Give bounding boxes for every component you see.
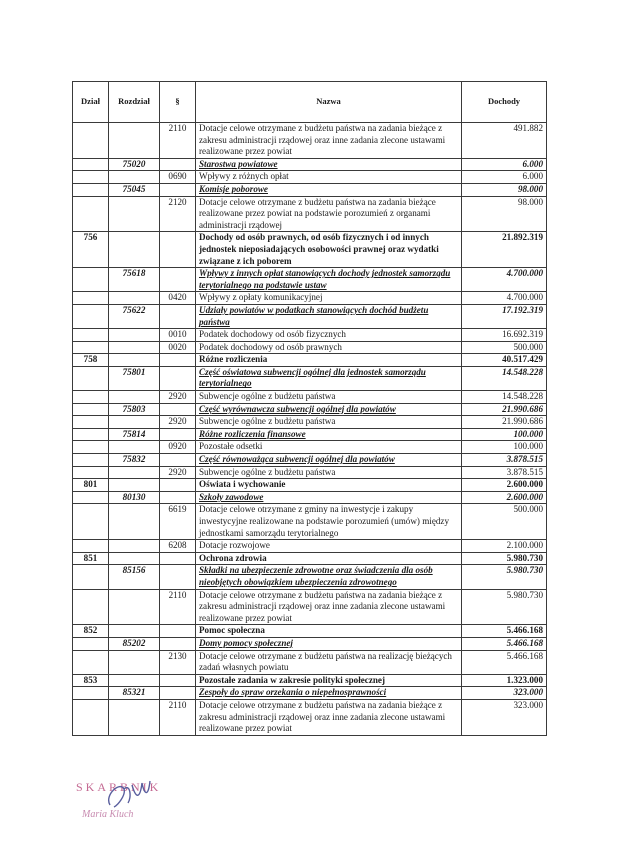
table-row xyxy=(73,466,547,479)
cell-rozdzial xyxy=(109,196,160,232)
cell-rozdzial xyxy=(109,123,160,159)
table-row xyxy=(73,625,547,638)
cell-dzial xyxy=(73,637,109,650)
table-row xyxy=(73,158,547,171)
table-row xyxy=(73,329,547,342)
cell-dochody: 3.878.515 xyxy=(462,466,547,479)
cell-nazwa: Dotacje celowe otrzymane z budżetu państwa na realizację bieżących zadań własnych powiatu xyxy=(196,650,462,674)
cell-paragraf xyxy=(160,479,196,492)
cell-nazwa: Dochody od osób prawnych, od osób fizycznych i od innych jednostek nieposiadających osobowości prawnej oraz wydatki związane z ich poborem xyxy=(196,232,462,268)
cell-nazwa: Domy pomocy społecznej xyxy=(196,637,462,650)
table-row xyxy=(73,123,547,159)
cell-nazwa: Ochrona zdrowia xyxy=(196,552,462,565)
cell-paragraf: 2110 xyxy=(160,699,196,735)
cell-rozdzial: 75045 xyxy=(109,183,160,196)
table-row xyxy=(73,341,547,354)
cell-rozdzial: 75801 xyxy=(109,366,160,390)
cell-dochody: 3.878.515 xyxy=(462,454,547,467)
cell-dzial xyxy=(73,454,109,467)
table-row xyxy=(73,366,547,390)
cell-paragraf xyxy=(160,268,196,292)
cell-paragraf: 2920 xyxy=(160,466,196,479)
cell-nazwa: Zespoły do spraw orzekania o niepełnosprawności xyxy=(196,687,462,700)
cell-rozdzial: 75803 xyxy=(109,403,160,416)
cell-dochody: 98.000 xyxy=(462,196,547,232)
cell-dochody: 5.980.730 xyxy=(462,565,547,589)
cell-nazwa: Część wyrównawcza subwencji ogólnej dla powiatów xyxy=(196,403,462,416)
cell-paragraf xyxy=(160,674,196,687)
cell-rozdzial xyxy=(109,552,160,565)
cell-rozdzial: 75832 xyxy=(109,454,160,467)
cell-rozdzial xyxy=(109,466,160,479)
cell-paragraf: 0920 xyxy=(160,441,196,454)
cell-rozdzial: 80130 xyxy=(109,491,160,504)
cell-dochody: 4.700.000 xyxy=(462,292,547,305)
cell-rozdzial xyxy=(109,699,160,735)
cell-dzial xyxy=(73,292,109,305)
cell-dzial xyxy=(73,329,109,342)
cell-rozdzial xyxy=(109,292,160,305)
cell-rozdzial xyxy=(109,625,160,638)
cell-dzial xyxy=(73,504,109,540)
cell-rozdzial xyxy=(109,171,160,184)
table-row xyxy=(73,687,547,700)
cell-dzial xyxy=(73,183,109,196)
cell-rozdzial: 85202 xyxy=(109,637,160,650)
cell-rozdzial: 75622 xyxy=(109,304,160,328)
cell-dzial xyxy=(73,565,109,589)
cell-nazwa: Udziały powiatów w podatkach stanowiących dochód budżetu państwa xyxy=(196,304,462,328)
cell-dochody: 14.548.228 xyxy=(462,366,547,390)
cell-rozdzial xyxy=(109,650,160,674)
cell-rozdzial: 75814 xyxy=(109,428,160,441)
cell-nazwa: Dotacje celowe otrzymane z gminy na inwestycje i zakupy inwestycyjne realizowane na podstawie porozumień (umów) między jednostkami samorządu terytorialnego xyxy=(196,504,462,540)
cell-dochody: 17.192.319 xyxy=(462,304,547,328)
cell-dzial xyxy=(73,540,109,553)
cell-rozdzial xyxy=(109,391,160,404)
cell-paragraf: 2920 xyxy=(160,416,196,429)
cell-nazwa: Subwencje ogólne z budżetu państwa xyxy=(196,391,462,404)
cell-paragraf xyxy=(160,565,196,589)
cell-paragraf xyxy=(160,637,196,650)
table-row xyxy=(73,416,547,429)
cell-dochody: 1.323.000 xyxy=(462,674,547,687)
cell-nazwa: Składki na ubezpieczenie zdrowotne oraz świadczenia dla osób nieobjętych obowiązkiem ubezpieczenia zdrowotnego xyxy=(196,565,462,589)
header-row xyxy=(73,82,547,123)
header-nazwa: Nazwa xyxy=(196,82,462,123)
cell-nazwa: Wpływy z innych opłat stanowiących dochody jednostek samorządu terytorialnego na podstawie ustaw xyxy=(196,268,462,292)
cell-rozdzial: 75020 xyxy=(109,158,160,171)
cell-rozdzial xyxy=(109,540,160,553)
cell-rozdzial: 85156 xyxy=(109,565,160,589)
cell-dochody: 5.466.168 xyxy=(462,650,547,674)
cell-paragraf: 2110 xyxy=(160,123,196,159)
cell-dzial xyxy=(73,158,109,171)
budget-table-container xyxy=(72,81,546,736)
cell-rozdzial: 75618 xyxy=(109,268,160,292)
cell-dochody: 6.000 xyxy=(462,171,547,184)
cell-paragraf xyxy=(160,454,196,467)
cell-paragraf: 6619 xyxy=(160,504,196,540)
cell-dzial xyxy=(73,171,109,184)
table-row xyxy=(73,354,547,367)
cell-dochody: 5.980.730 xyxy=(462,589,547,625)
cell-nazwa: Wpływy z opłaty komunikacyjnej xyxy=(196,292,462,305)
cell-dochody: 6.000 xyxy=(462,158,547,171)
cell-dochody: 2.100.000 xyxy=(462,540,547,553)
cell-dzial: 801 xyxy=(73,479,109,492)
cell-dzial xyxy=(73,123,109,159)
cell-nazwa: Komisje poborowe xyxy=(196,183,462,196)
cell-dzial xyxy=(73,341,109,354)
cell-paragraf xyxy=(160,158,196,171)
table-row xyxy=(73,589,547,625)
cell-nazwa: Oświata i wychowanie xyxy=(196,479,462,492)
cell-dochody: 491.882 xyxy=(462,123,547,159)
cell-rozdzial: 85321 xyxy=(109,687,160,700)
cell-paragraf: 0420 xyxy=(160,292,196,305)
header-paragraf: § xyxy=(160,82,196,123)
cell-dochody: 323.000 xyxy=(462,699,547,735)
cell-paragraf xyxy=(160,552,196,565)
cell-nazwa: Szkoły zawodowe xyxy=(196,491,462,504)
cell-dochody: 100.000 xyxy=(462,428,547,441)
cell-dzial xyxy=(73,268,109,292)
table-row xyxy=(73,428,547,441)
cell-dzial xyxy=(73,441,109,454)
cell-nazwa: Pomoc społeczna xyxy=(196,625,462,638)
cell-dzial xyxy=(73,687,109,700)
cell-dochody: 14.548.228 xyxy=(462,391,547,404)
cell-rozdzial xyxy=(109,674,160,687)
cell-dochody: 5.466.168 xyxy=(462,637,547,650)
cell-dzial: 851 xyxy=(73,552,109,565)
cell-dzial xyxy=(73,491,109,504)
table-row xyxy=(73,491,547,504)
cell-dochody: 21.892.319 xyxy=(462,232,547,268)
cell-dochody: 500.000 xyxy=(462,504,547,540)
cell-dzial xyxy=(73,589,109,625)
cell-nazwa: Część oświatowa subwencji ogólnej dla jednostek samorządu terytorialnego xyxy=(196,366,462,390)
cell-dzial xyxy=(73,403,109,416)
cell-dzial xyxy=(73,304,109,328)
cell-paragraf: 0020 xyxy=(160,341,196,354)
table-row xyxy=(73,403,547,416)
table-row xyxy=(73,637,547,650)
cell-dzial xyxy=(73,466,109,479)
cell-dzial xyxy=(73,391,109,404)
cell-paragraf: 2920 xyxy=(160,391,196,404)
table-row xyxy=(73,674,547,687)
cell-dzial: 758 xyxy=(73,354,109,367)
cell-nazwa: Pozostałe zadania w zakresie polityki społecznej xyxy=(196,674,462,687)
cell-dochody: 21.990.686 xyxy=(462,403,547,416)
cell-dzial xyxy=(73,366,109,390)
cell-dzial xyxy=(73,416,109,429)
table-row xyxy=(73,171,547,184)
cell-nazwa: Część równoważąca subwencji ogólnej dla powiatów xyxy=(196,454,462,467)
cell-dzial xyxy=(73,650,109,674)
table-row xyxy=(73,479,547,492)
cell-dochody: 323.000 xyxy=(462,687,547,700)
cell-rozdzial xyxy=(109,329,160,342)
cell-nazwa: Dotacje celowe otrzymane z budżetu państwa na zadania bieżące z zakresu administracji rządowej oraz inne zadania zlecone ustawami realizowane przez powiat xyxy=(196,699,462,735)
table-row xyxy=(73,454,547,467)
cell-dochody: 100.000 xyxy=(462,441,547,454)
cell-dzial: 756 xyxy=(73,232,109,268)
table-row xyxy=(73,504,547,540)
cell-nazwa: Subwencje ogólne z budżetu państwa xyxy=(196,416,462,429)
cell-dochody: 5.466.168 xyxy=(462,625,547,638)
cell-dochody: 21.990.686 xyxy=(462,416,547,429)
stamp-person-name: Maria Kluch xyxy=(82,809,134,820)
table-row xyxy=(73,183,547,196)
signature-stamp xyxy=(76,775,186,835)
table-row xyxy=(73,540,547,553)
cell-rozdzial xyxy=(109,354,160,367)
cell-nazwa: Dotacje celowe otrzymane z budżetu państwa na zadania bieżące z zakresu administracji rządowej oraz inne zadania zlecone ustawami realizowane przez powiat xyxy=(196,123,462,159)
cell-nazwa: Starostwa powiatowe xyxy=(196,158,462,171)
cell-nazwa: Wpływy z różnych opłat xyxy=(196,171,462,184)
cell-dzial xyxy=(73,428,109,441)
cell-dochody: 98.000 xyxy=(462,183,547,196)
cell-dochody: 5.980.730 xyxy=(462,552,547,565)
table-row xyxy=(73,292,547,305)
cell-paragraf xyxy=(160,366,196,390)
cell-nazwa: Dotacje celowe otrzymane z budżetu państwa na zadania bieżące z zakresu administracji rządowej oraz inne zadania zlecone ustawami realizowane przez powiat xyxy=(196,589,462,625)
cell-paragraf: 6208 xyxy=(160,540,196,553)
budget-table xyxy=(72,81,547,736)
cell-paragraf: 0690 xyxy=(160,171,196,184)
cell-dochody: 16.692.319 xyxy=(462,329,547,342)
table-row xyxy=(73,552,547,565)
cell-nazwa: Różne rozliczenia finansowe xyxy=(196,428,462,441)
cell-paragraf xyxy=(160,304,196,328)
cell-paragraf xyxy=(160,183,196,196)
cell-nazwa: Pozostałe odsetki xyxy=(196,441,462,454)
cell-rozdzial xyxy=(109,441,160,454)
header-rozdzial: Rozdział xyxy=(109,82,160,123)
cell-paragraf xyxy=(160,625,196,638)
table-row xyxy=(73,391,547,404)
cell-paragraf xyxy=(160,403,196,416)
table-row xyxy=(73,268,547,292)
cell-dzial xyxy=(73,196,109,232)
header-dzial: Dział xyxy=(73,82,109,123)
table-row xyxy=(73,232,547,268)
stamp-title: SKARBNIK xyxy=(76,780,162,794)
cell-paragraf: 0010 xyxy=(160,329,196,342)
cell-dzial xyxy=(73,699,109,735)
table-row xyxy=(73,565,547,589)
cell-paragraf: 2130 xyxy=(160,650,196,674)
cell-dochody: 2.600.000 xyxy=(462,479,547,492)
cell-rozdzial xyxy=(109,504,160,540)
cell-rozdzial xyxy=(109,341,160,354)
cell-paragraf: 2110 xyxy=(160,589,196,625)
table-row xyxy=(73,196,547,232)
cell-dzial: 853 xyxy=(73,674,109,687)
cell-nazwa: Podatek dochodowy od osób prawnych xyxy=(196,341,462,354)
cell-paragraf xyxy=(160,428,196,441)
cell-nazwa: Subwencje ogólne z budżetu państwa xyxy=(196,466,462,479)
cell-nazwa: Podatek dochodowy od osób fizycznych xyxy=(196,329,462,342)
cell-paragraf xyxy=(160,491,196,504)
table-row xyxy=(73,441,547,454)
cell-dochody: 2.600.000 xyxy=(462,491,547,504)
cell-nazwa: Różne rozliczenia xyxy=(196,354,462,367)
cell-rozdzial xyxy=(109,416,160,429)
cell-rozdzial xyxy=(109,589,160,625)
cell-dzial: 852 xyxy=(73,625,109,638)
cell-paragraf xyxy=(160,354,196,367)
header-dochody: Dochody xyxy=(462,82,547,123)
cell-nazwa: Dotacje rozwojowe xyxy=(196,540,462,553)
cell-nazwa: Dotacje celowe otrzymane z budżetu państwa na zadania bieżące realizowane przez powiat na podstawie porozumień z organami administracji rządowej xyxy=(196,196,462,232)
table-row xyxy=(73,650,547,674)
cell-paragraf xyxy=(160,687,196,700)
cell-dochody: 500.000 xyxy=(462,341,547,354)
cell-rozdzial xyxy=(109,232,160,268)
cell-dochody: 40.517.429 xyxy=(462,354,547,367)
table-row xyxy=(73,699,547,735)
cell-rozdzial xyxy=(109,479,160,492)
cell-paragraf: 2120 xyxy=(160,196,196,232)
budget-table-body xyxy=(73,123,547,736)
cell-paragraf xyxy=(160,232,196,268)
cell-dochody: 4.700.000 xyxy=(462,268,547,292)
table-row xyxy=(73,304,547,328)
